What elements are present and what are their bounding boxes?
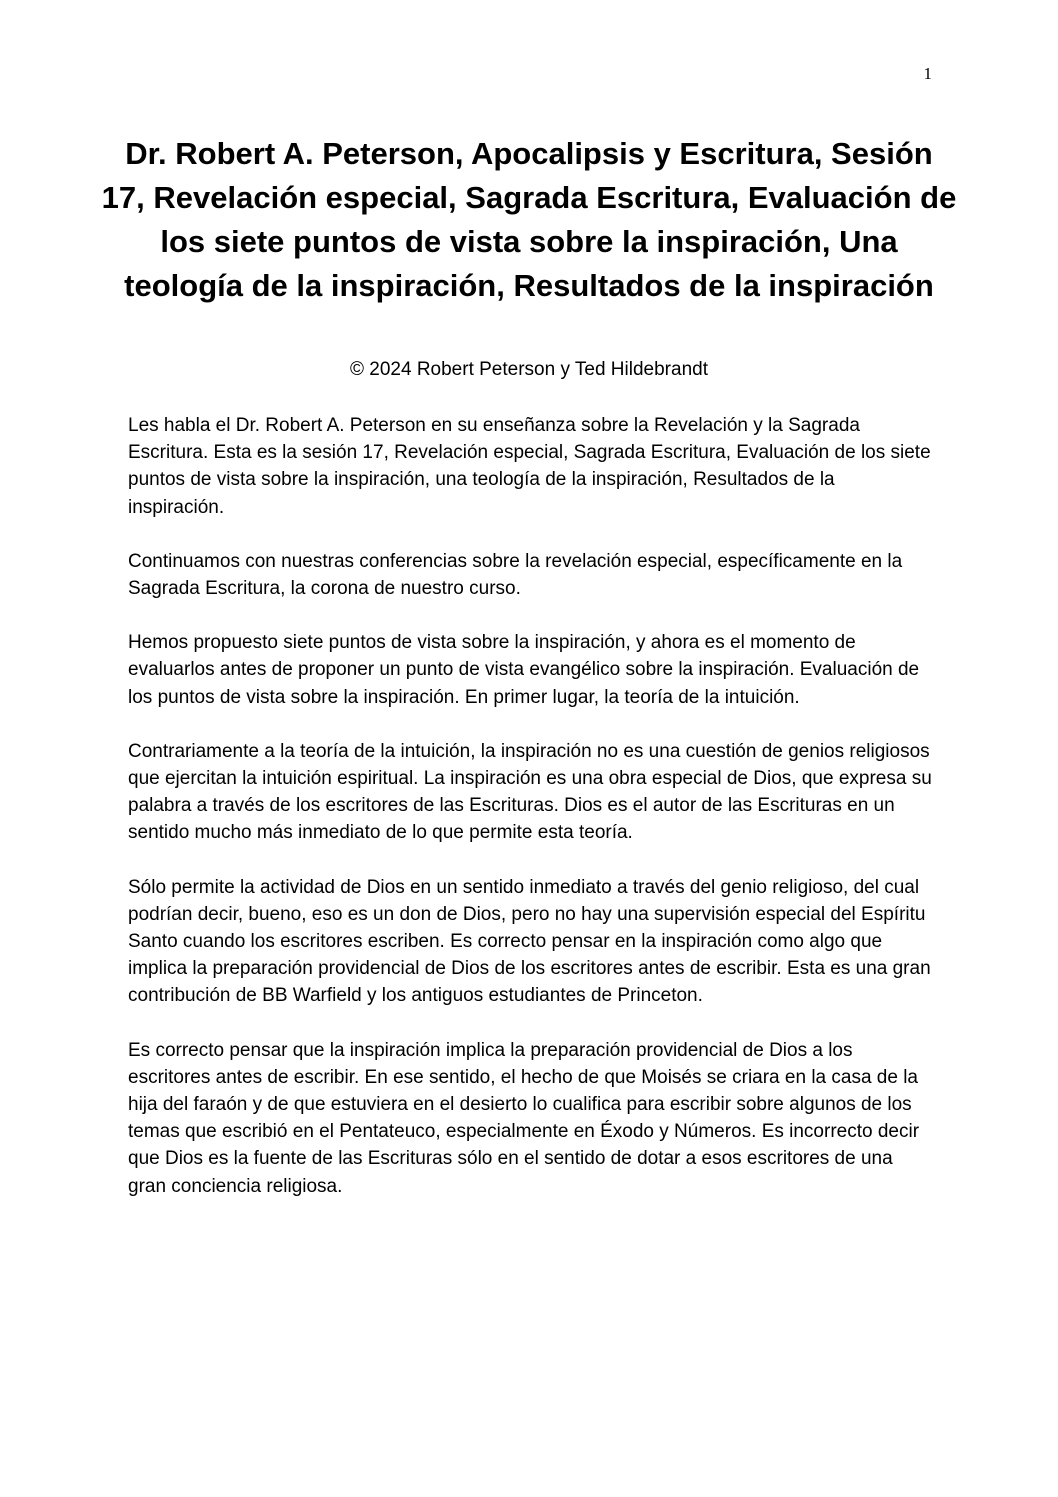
copyright-line: © 2024 Robert Peterson y Ted Hildebrandt <box>350 359 708 380</box>
document-title: Dr. Robert A. Peterson, Apocalipsis y Escritura, Sesión 17, Revelación especial, Sagrada Escritura, Evaluación de los siete puntos de vista sobre la inspiración, Una teología de la inspiración, Resultados de la inspiración <box>101 136 957 303</box>
body-paragraph: Es correcto pensar que la inspiración implica la preparación providencial de Dios a los escritores antes de escribir. En ese sentido, el hecho de que Moisés se criara en la casa de la hija del faraón y de que estuviera en el desierto lo cualifica para escribir sobre algunos de los temas que escribió en el Pentateuco, especialmente en Éxodo y Números. Es incorrecto decir que Dios es la fuente de las Escrituras sólo en el sentido de dotar a esos escritores de una gran conciencia religiosa. <box>128 1039 920 1197</box>
body-paragraph: Sólo permite la actividad de Dios en un sentido inmediato a través del genio religioso, del cual podrían decir, bueno, eso es un don de Dios, pero no hay una supervisión especial del Espíritu Santo cuando los escritores escriben. Es correcto pensar en la inspiración como algo que implica la preparación providencial de Dios de los escritores antes de escribir. Esta es una gran contribución de BB Warfield y los antiguos estudiantes de Princeton. <box>128 876 931 1007</box>
body-paragraph: Continuamos con nuestras conferencias sobre la revelación especial, específicamente en la Sagrada Escritura, la corona de nuestro curso. <box>128 550 903 600</box>
body-paragraph: Les habla el Dr. Robert A. Peterson en su enseñanza sobre la Revelación y la Sagrada Escritura. Esta es la sesión 17, Revelación especial, Sagrada Escritura, Evaluación de los siete puntos de vista sobre la inspiración, una teología de la inspiración, Resultados de la inspiración. <box>128 415 931 518</box>
page-number: 1 <box>923 64 932 83</box>
body-paragraph: Hemos propuesto siete puntos de vista sobre la inspiración, y ahora es el momento de evaluarlos antes de proponer un punto de vista evangélico sobre la inspiración. Evaluación de los puntos de vista sobre la inspiración. En primer lugar, la teoría de la intuición. <box>128 632 920 708</box>
document-body <box>128 412 932 1227</box>
body-paragraph: Contrariamente a la teoría de la intuición, la inspiración no es una cuestión de genios religiosos que ejercitan la intuición espiritual. La inspiración es una obra especial de Dios, que expresa su palabra a través de los escritores de las Escrituras. Dios es el autor de las Escrituras en un sentido mucho más inmediato de lo que permite esta teoría. <box>128 740 932 844</box>
